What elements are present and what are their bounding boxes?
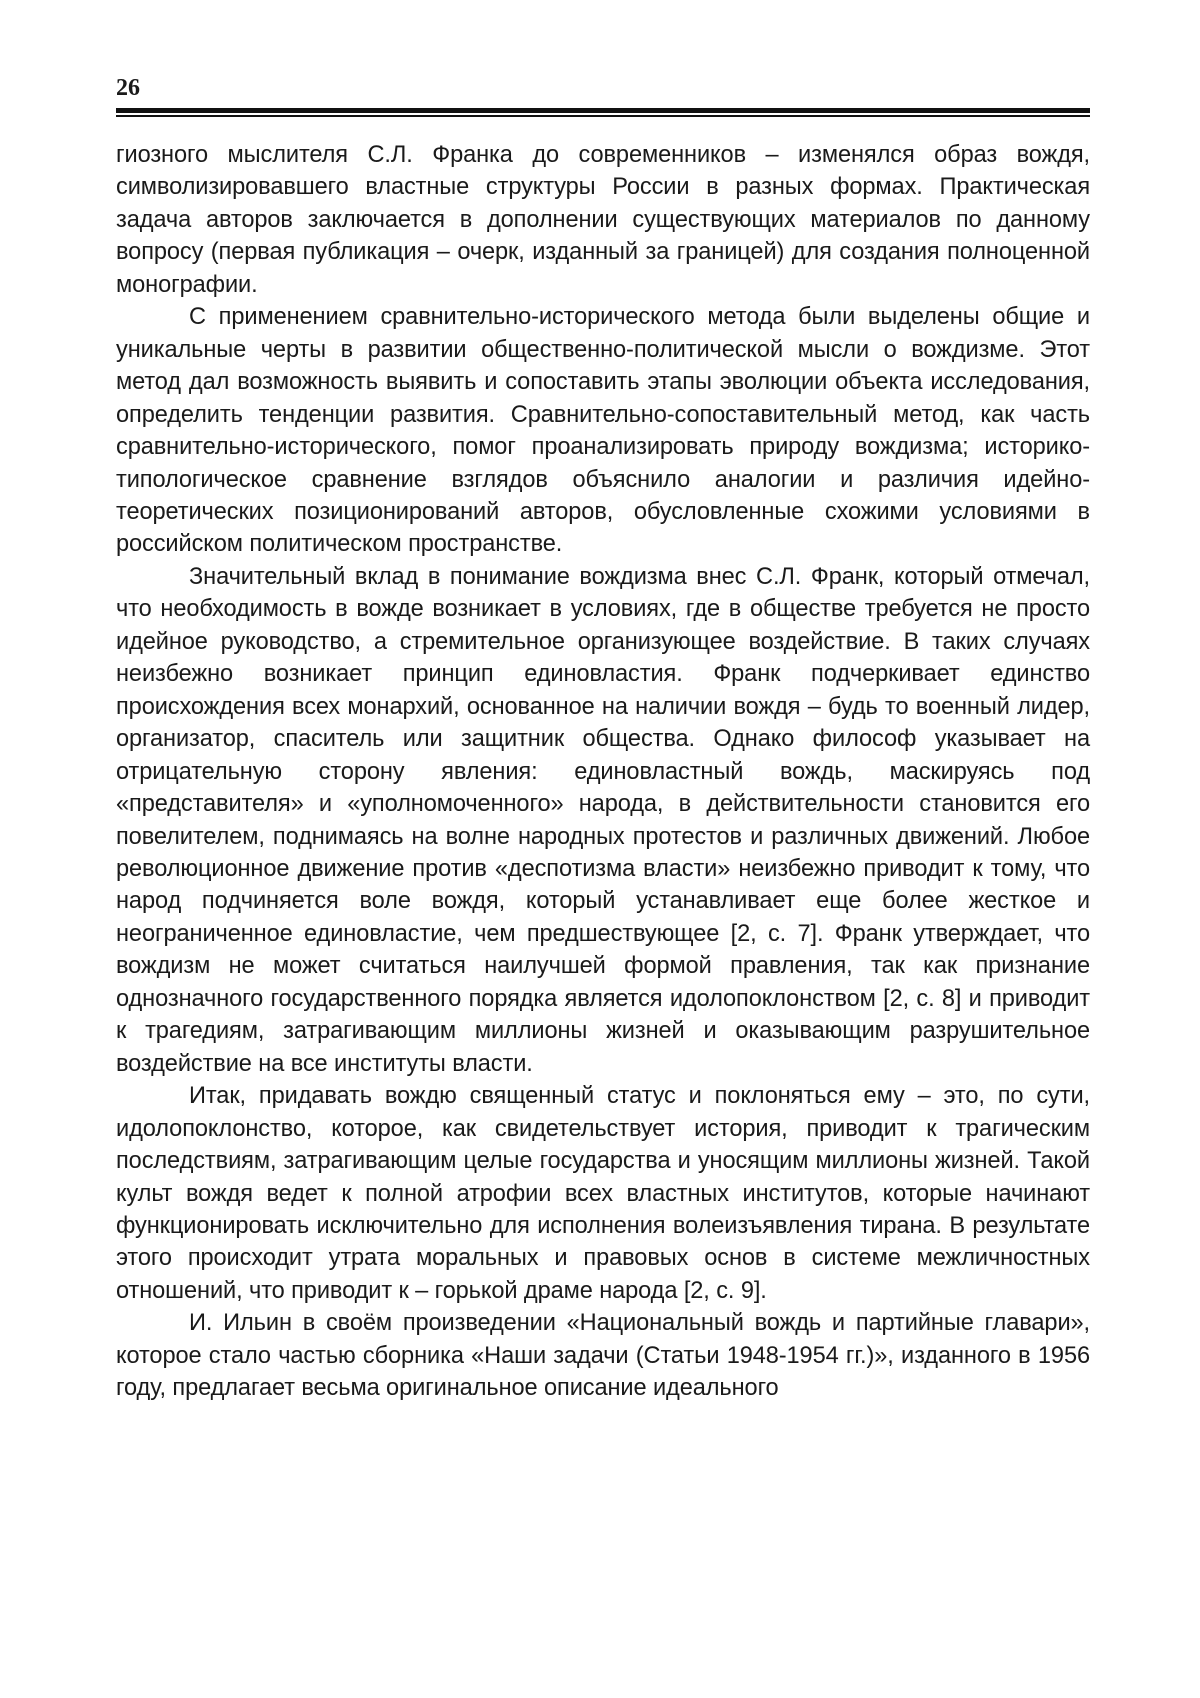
paragraph-idolatry: Итак, придавать вождю священный статус и поклоняться ему – это, по сути, идолопоклонство, которое, как свидетельствует история, приводит к трагическим последствиям, затрагивающим целые государства и уносящим миллионы жизней. Такой культ вождя ведет к полной атрофии всех властных институтов, которые начинают функционировать исключительно для исполнения волеизъявления тирана. В результате этого происходит утрата моральных и правовых основ в системе межличностных отношений, что приводит к – горькой драме народа [2, с. 9]. <box>116 1083 1090 1304</box>
paragraph-ilyin: И. Ильин в своём произведении «Национальный вождь и партийные главари», которое стало частью сборника «Наши задачи (Статьи 1948-1954 гг.)», изданного в 1956 году, предлагает весьма оригинальное описание идеального <box>116 1310 1090 1402</box>
paragraph-method: С применением сравнительно-исторического метода были выделены общие и уникальные черты в развитии общественно-политической мысли о вождизме. Этот метод дал возможность выявить и сопоставить этапы эволюции объекта исследования, определить тенденции развития. Сравнительно-сопоставительный метод, как часть сравнительно-исторического, помог проанализировать природу вождизма; историко-типологическое сравнение взглядов объяснило аналогии и различия идейно-теоретических позиционирований авторов, обусловленные схожими условиями в российском политическом пространстве. <box>116 304 1090 558</box>
paragraph-frank: Значительный вклад в понимание вождизма внес С.Л. Франк, который отмечал, что необходимость в вожде возникает в условиях, где в обществе требуется не просто идейное руководство, а стремительное организующее воздействие. В таких случаях неизбежно возникает принцип единовластия. Франк подчеркивает единство происхождения всех монархий, основанное на наличии вождя – будь то военный лидер, организатор, спаситель или защитник общества. Однако философ указывает на отрицательную сторону явления: единовластный вождь, маскируясь под «представителя» и «уполномоченного» народа, в действительности становится его повелителем, поднимаясь на волне народных протестов и различных движений. Любое революционное движение против «деспотизма власти» неизбежно приводит к тому, что народ подчиняется воле вождя, который устанавливает еще более жесткое и неограниченное единовластие, чем предшествующее [2, с. 7]. Франк утверждает, что вождизм не может считаться наилучшей формой правления, так как признание однозначного государственного порядка является идолопоклонством [2, с. 8] и приводит к трагедиям, затрагивающим миллионы жизней и оказывающим разрушительное воздействие на все институты власти. <box>116 563 1090 1077</box>
body-text <box>116 139 1090 1405</box>
paragraph-continuation: гиозного мыслителя С.Л. Франка до современников – изменялся образ вождя, символизировавшего властные структуры России в разных формах. Практическая задача авторов заключается в дополнении существующих материалов по данному вопросу (первая публикация – очерк, изданный за границей) для создания полноценной монографии. <box>116 142 1090 298</box>
page-number: 26 <box>116 75 140 101</box>
header-rule-thin <box>116 115 1090 117</box>
header-rule-thick <box>116 108 1090 113</box>
